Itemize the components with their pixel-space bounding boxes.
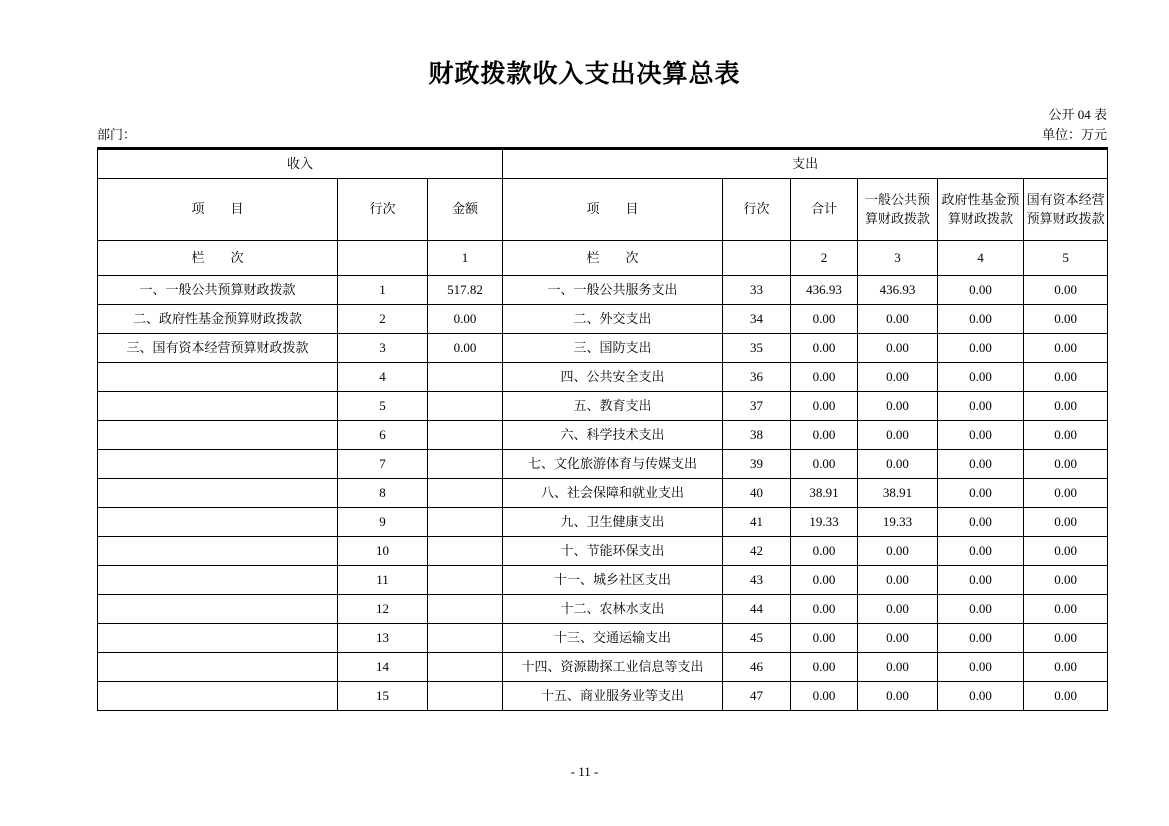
table-cell: 0.00	[938, 450, 1024, 479]
lanci-cell: 3	[858, 241, 938, 276]
table-cell: 39	[723, 450, 791, 479]
header-meta	[97, 106, 1107, 144]
table-cell	[428, 653, 503, 682]
table-cell: 0.00	[791, 624, 858, 653]
table-row	[98, 334, 1108, 363]
table-cell: 35	[723, 334, 791, 363]
table-cell: 七、文化旅游体育与传媒支出	[503, 450, 723, 479]
table-row	[98, 450, 1108, 479]
lanci-cell: 4	[938, 241, 1024, 276]
table-cell: 11	[338, 566, 428, 595]
table-cell: 0.00	[858, 363, 938, 392]
table-row	[98, 363, 1108, 392]
column-header-expenditure-line: 行次	[723, 179, 791, 241]
table-cell	[428, 537, 503, 566]
table-cell: 0.00	[858, 653, 938, 682]
table-cell	[428, 450, 503, 479]
table-cell: 0.00	[791, 653, 858, 682]
table-cell: 0.00	[1024, 305, 1108, 334]
lanci-label: 栏 次	[98, 241, 338, 276]
table-cell: 517.82	[428, 276, 503, 305]
lanci-cell	[338, 241, 428, 276]
table-cell: 0.00	[858, 595, 938, 624]
table-cell: 0.00	[938, 276, 1024, 305]
table-cell: 0.00	[858, 392, 938, 421]
table-cell	[98, 363, 338, 392]
table-cell: 36	[723, 363, 791, 392]
table-cell: 1	[338, 276, 428, 305]
column-header-state-capital-budget: 国有资本经营预算财政拨款	[1024, 179, 1108, 241]
table-cell: 33	[723, 276, 791, 305]
section-header-revenue: 收入	[98, 149, 503, 179]
table-cell: 38	[723, 421, 791, 450]
table-cell: 0.00	[938, 305, 1024, 334]
table-cell: 5	[338, 392, 428, 421]
table-cell: 二、政府性基金预算财政拨款	[98, 305, 338, 334]
table-cell: 三、国有资本经营预算财政拨款	[98, 334, 338, 363]
table-cell	[428, 566, 503, 595]
table-cell: 0.00	[938, 566, 1024, 595]
table-cell: 2	[338, 305, 428, 334]
table-cell: 0.00	[858, 624, 938, 653]
unit-label: 单位：万元	[1041, 127, 1107, 142]
department-label: 部门：	[97, 127, 137, 142]
table-row	[98, 421, 1108, 450]
table-cell: 6	[338, 421, 428, 450]
table-cell: 十二、农林水支出	[503, 595, 723, 624]
table-cell: 二、外交支出	[503, 305, 723, 334]
table-cell: 46	[723, 653, 791, 682]
column-header-row	[98, 179, 1108, 241]
table-cell: 37	[723, 392, 791, 421]
table-body	[98, 276, 1108, 711]
table-cell: 十、节能环保支出	[503, 537, 723, 566]
page-number: - 11 -	[570, 764, 599, 779]
table-cell: 0.00	[1024, 537, 1108, 566]
table-cell: 0.00	[858, 421, 938, 450]
table-cell	[98, 421, 338, 450]
column-number-row	[98, 241, 1108, 276]
table-cell	[428, 595, 503, 624]
table-cell: 41	[723, 508, 791, 537]
table-cell	[428, 421, 503, 450]
column-header-gov-fund-budget: 政府性基金预算财政拨款	[938, 179, 1024, 241]
table-cell: 0.00	[938, 537, 1024, 566]
table-cell: 四、公共安全支出	[503, 363, 723, 392]
table-cell	[98, 508, 338, 537]
table-cell: 0.00	[1024, 682, 1108, 711]
table-row	[98, 595, 1108, 624]
table-row	[98, 653, 1108, 682]
table-row	[98, 537, 1108, 566]
table-cell	[428, 508, 503, 537]
table-cell: 0.00	[858, 682, 938, 711]
table-cell: 0.00	[1024, 508, 1108, 537]
table-row	[98, 508, 1108, 537]
lanci-cell: 1	[428, 241, 503, 276]
table-row	[98, 624, 1108, 653]
table-cell: 0.00	[791, 595, 858, 624]
table-cell: 0.00	[1024, 421, 1108, 450]
table-cell: 0.00	[1024, 479, 1108, 508]
column-header-revenue-item: 项 目	[98, 179, 338, 241]
table-row	[98, 305, 1108, 334]
table-cell: 0.00	[938, 682, 1024, 711]
table-cell: 十三、交通运输支出	[503, 624, 723, 653]
table-cell: 13	[338, 624, 428, 653]
table-cell: 19.33	[858, 508, 938, 537]
table-row	[98, 392, 1108, 421]
column-header-general-budget: 一般公共预算财政拨款	[858, 179, 938, 241]
table-row	[98, 276, 1108, 305]
table-cell: 十四、资源勘探工业信息等支出	[503, 653, 723, 682]
page-title: 财政拨款收入支出决算总表	[428, 61, 741, 88]
table-cell: 43	[723, 566, 791, 595]
section-header-row	[98, 149, 1108, 179]
table-cell: 3	[338, 334, 428, 363]
table-cell: 0.00	[1024, 334, 1108, 363]
table-cell: 0.00	[938, 479, 1024, 508]
table-cell: 0.00	[938, 653, 1024, 682]
column-header-expenditure-item: 项 目	[503, 179, 723, 241]
table-cell	[98, 566, 338, 595]
table-cell: 0.00	[938, 624, 1024, 653]
table-cell	[428, 624, 503, 653]
table-cell: 436.93	[858, 276, 938, 305]
table-cell: 0.00	[1024, 363, 1108, 392]
table-row	[98, 479, 1108, 508]
table-cell: 44	[723, 595, 791, 624]
table-cell: 0.00	[791, 566, 858, 595]
table-cell: 0.00	[1024, 276, 1108, 305]
table-cell: 0.00	[1024, 450, 1108, 479]
column-header-total: 合计	[791, 179, 858, 241]
table-cell: 一、一般公共服务支出	[503, 276, 723, 305]
table-cell: 0.00	[938, 334, 1024, 363]
table-cell: 0.00	[938, 363, 1024, 392]
table-cell: 45	[723, 624, 791, 653]
table-code: 公开 04 表	[1048, 107, 1107, 122]
table-cell: 0.00	[791, 421, 858, 450]
table-cell: 九、卫生健康支出	[503, 508, 723, 537]
table-cell: 0.00	[1024, 566, 1108, 595]
table-cell: 47	[723, 682, 791, 711]
table-cell: 0.00	[858, 450, 938, 479]
fiscal-appropriation-table	[97, 147, 1108, 711]
table-cell	[98, 450, 338, 479]
table-cell	[98, 392, 338, 421]
table-cell: 12	[338, 595, 428, 624]
table-cell: 0.00	[791, 334, 858, 363]
table-cell: 0.00	[791, 537, 858, 566]
table-cell: 0.00	[428, 334, 503, 363]
table-cell: 十五、商业服务业等支出	[503, 682, 723, 711]
table-cell: 38.91	[858, 479, 938, 508]
lanci-label: 栏 次	[503, 241, 723, 276]
lanci-cell: 5	[1024, 241, 1108, 276]
table-cell: 9	[338, 508, 428, 537]
table-cell	[98, 653, 338, 682]
table-cell: 15	[338, 682, 428, 711]
lanci-cell: 2	[791, 241, 858, 276]
table-cell: 34	[723, 305, 791, 334]
table-cell: 0.00	[791, 682, 858, 711]
table-cell: 436.93	[791, 276, 858, 305]
table-cell: 0.00	[938, 595, 1024, 624]
table-cell: 0.00	[938, 392, 1024, 421]
table-cell: 0.00	[1024, 653, 1108, 682]
table-cell: 38.91	[791, 479, 858, 508]
column-header-revenue-line: 行次	[338, 179, 428, 241]
table-cell: 0.00	[1024, 624, 1108, 653]
table-cell	[98, 479, 338, 508]
table-row	[98, 682, 1108, 711]
table-cell	[98, 537, 338, 566]
table-cell: 8	[338, 479, 428, 508]
table-cell: 4	[338, 363, 428, 392]
table-cell: 0.00	[791, 450, 858, 479]
table-cell: 40	[723, 479, 791, 508]
table-cell: 五、教育支出	[503, 392, 723, 421]
table-cell: 42	[723, 537, 791, 566]
table-cell: 0.00	[938, 421, 1024, 450]
table-cell: 10	[338, 537, 428, 566]
lanci-cell	[723, 241, 791, 276]
table-cell: 0.00	[858, 334, 938, 363]
table-cell: 六、科学技术支出	[503, 421, 723, 450]
table-cell: 0.00	[858, 305, 938, 334]
table-cell: 0.00	[938, 508, 1024, 537]
column-header-amount: 金额	[428, 179, 503, 241]
table-cell: 7	[338, 450, 428, 479]
table-cell	[428, 392, 503, 421]
table-cell: 0.00	[858, 566, 938, 595]
table-cell: 0.00	[1024, 595, 1108, 624]
table-cell: 0.00	[791, 305, 858, 334]
table-cell: 0.00	[791, 392, 858, 421]
table-cell: 0.00	[428, 305, 503, 334]
table-cell: 0.00	[1024, 392, 1108, 421]
table-cell	[428, 363, 503, 392]
table-cell: 三、国防支出	[503, 334, 723, 363]
table-cell	[98, 682, 338, 711]
table-cell: 一、一般公共预算财政拨款	[98, 276, 338, 305]
table-cell: 14	[338, 653, 428, 682]
table-cell	[428, 682, 503, 711]
table-cell	[98, 595, 338, 624]
table-cell	[98, 624, 338, 653]
section-header-expenditure: 支出	[503, 149, 1108, 179]
table-row	[98, 566, 1108, 595]
table-cell: 19.33	[791, 508, 858, 537]
table-cell	[428, 479, 503, 508]
table-cell: 0.00	[791, 363, 858, 392]
table-cell: 八、社会保障和就业支出	[503, 479, 723, 508]
table-cell: 0.00	[858, 537, 938, 566]
table-cell: 十一、城乡社区支出	[503, 566, 723, 595]
